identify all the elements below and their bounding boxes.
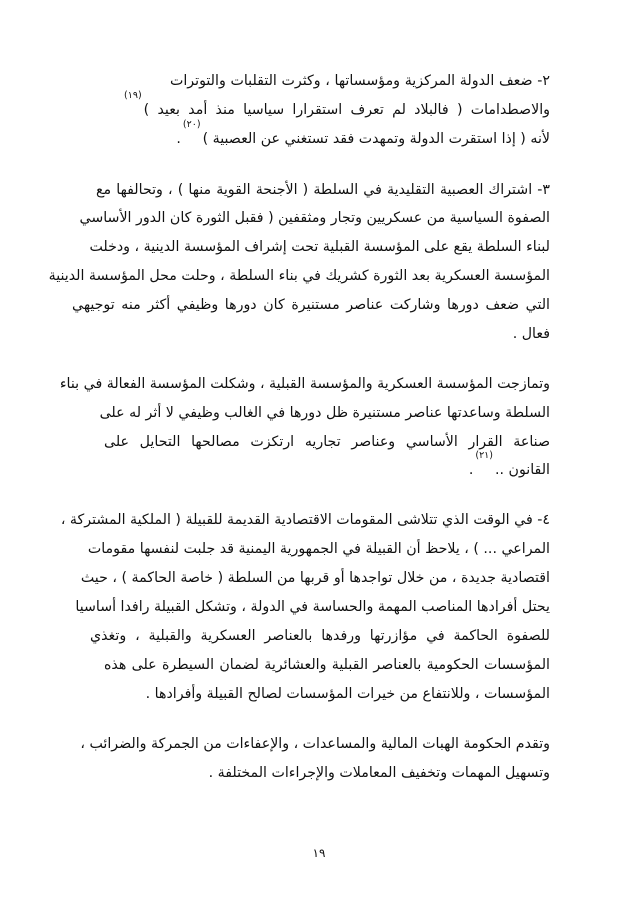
- text-line: القانون ..$^{(٢١)}$.: [468, 450, 550, 478]
- text-line: وتمازجت المؤسسة العسكرية والمؤسسة القبلية ، وشكلت المؤسسة الفعالة في بناء: [59, 376, 550, 392]
- text-line: وتسهيل المهمات وتخفيف المعاملات والإجراءات المختلفة .: [208, 765, 550, 781]
- text-line: ٣- اشتراك العصبية التقليدية في السلطة ( الأجنحة القوية منها ) ، وتحالفها مع: [96, 182, 550, 198]
- text-line: المؤسسة العسكرية بعد الثورة كشريك في بناء السلطة ، وحلت محل المؤسسة الدينية: [48, 268, 550, 284]
- text-line: يحتل أفرادها المناصب المهمة والحساسة في الدولة ، وتشكل القبيلة رافدا أساسيا: [75, 599, 550, 615]
- text-line: للصفوة الحاكمة في مؤازرتها ورفدها بالعناصر العسكرية والقبلية ، وتغذي: [90, 628, 550, 644]
- footnote-marker: (١٩): [124, 90, 142, 102]
- text-line: فعال .: [512, 326, 550, 342]
- text-line: ٢- ضعف الدولة المركزية ومؤسساتها ، وكثرت التقلبات والتوترات: [170, 73, 550, 89]
- text-line: لأنه ( إذا استقرت الدولة وتمهدت فقد تستغني عن العصبية )$^{(٢٠)}$.: [176, 119, 550, 147]
- text-line: صناعة القرار الأساسي وعناصر تجاريه ارتكزت مصالحها التحايل على: [104, 434, 550, 450]
- footnote-marker: (٢١): [475, 450, 493, 462]
- text-line: ٤- في الوقت الذي تتلاشى المقومات الاقتصادية القديمة للقبيلة ( الملكية المشتركة ،: [60, 512, 550, 528]
- text-line: السلطة وساعدتها عناصر مستنيرة ظل دورها في الغالب وظيفي لا أثر له على: [99, 405, 550, 421]
- footnote-marker: (٢٠): [182, 119, 201, 131]
- text-line: المراعي ... ) ، يلاحظ أن القبيلة في الجمهورية اليمنية قد جلبت لنفسها مقومات: [87, 541, 550, 557]
- text-line: المؤسسات ، وللانتفاع من خيرات المؤسسات لصالح القبيلة وأفرادها .: [145, 686, 550, 702]
- text-line: وتقدم الحكومة الهبات المالية والمساعدات ، والإعفاءات من الجمركة والضرائب ،: [80, 736, 550, 752]
- text-line: والاصطدامات ( فالبلاد لم تعرف استقرارا سياسيا منذ أمد بعيد )$^{(١٩)}$: [124, 90, 550, 118]
- text-line: اقتصادية جديدة ، من خلال تواجدها أو قربها من السلطة ( خاصة الحاكمة ) ، حيث: [80, 570, 550, 586]
- text-line: التي ضعف دورها وشاركت عناصر مستنيرة كان دورها وظيفي أكثر منه توجيهي: [72, 297, 550, 313]
- text-line: لبناء السلطة يقع على المؤسسة القبلية تحت إشراف المؤسسة الدينية ، ودخلت: [89, 239, 550, 255]
- text-line: الصفوة السياسية من عسكريين وتجار ومثقفين ( فقبل الثورة كان الدور الأساسي: [79, 210, 550, 226]
- text-line: المؤسسات الحكومية بالعناصر القبلية والعشائرية لضمان السيطرة على هذه: [104, 657, 550, 673]
- page-number: ١٩: [312, 846, 326, 860]
